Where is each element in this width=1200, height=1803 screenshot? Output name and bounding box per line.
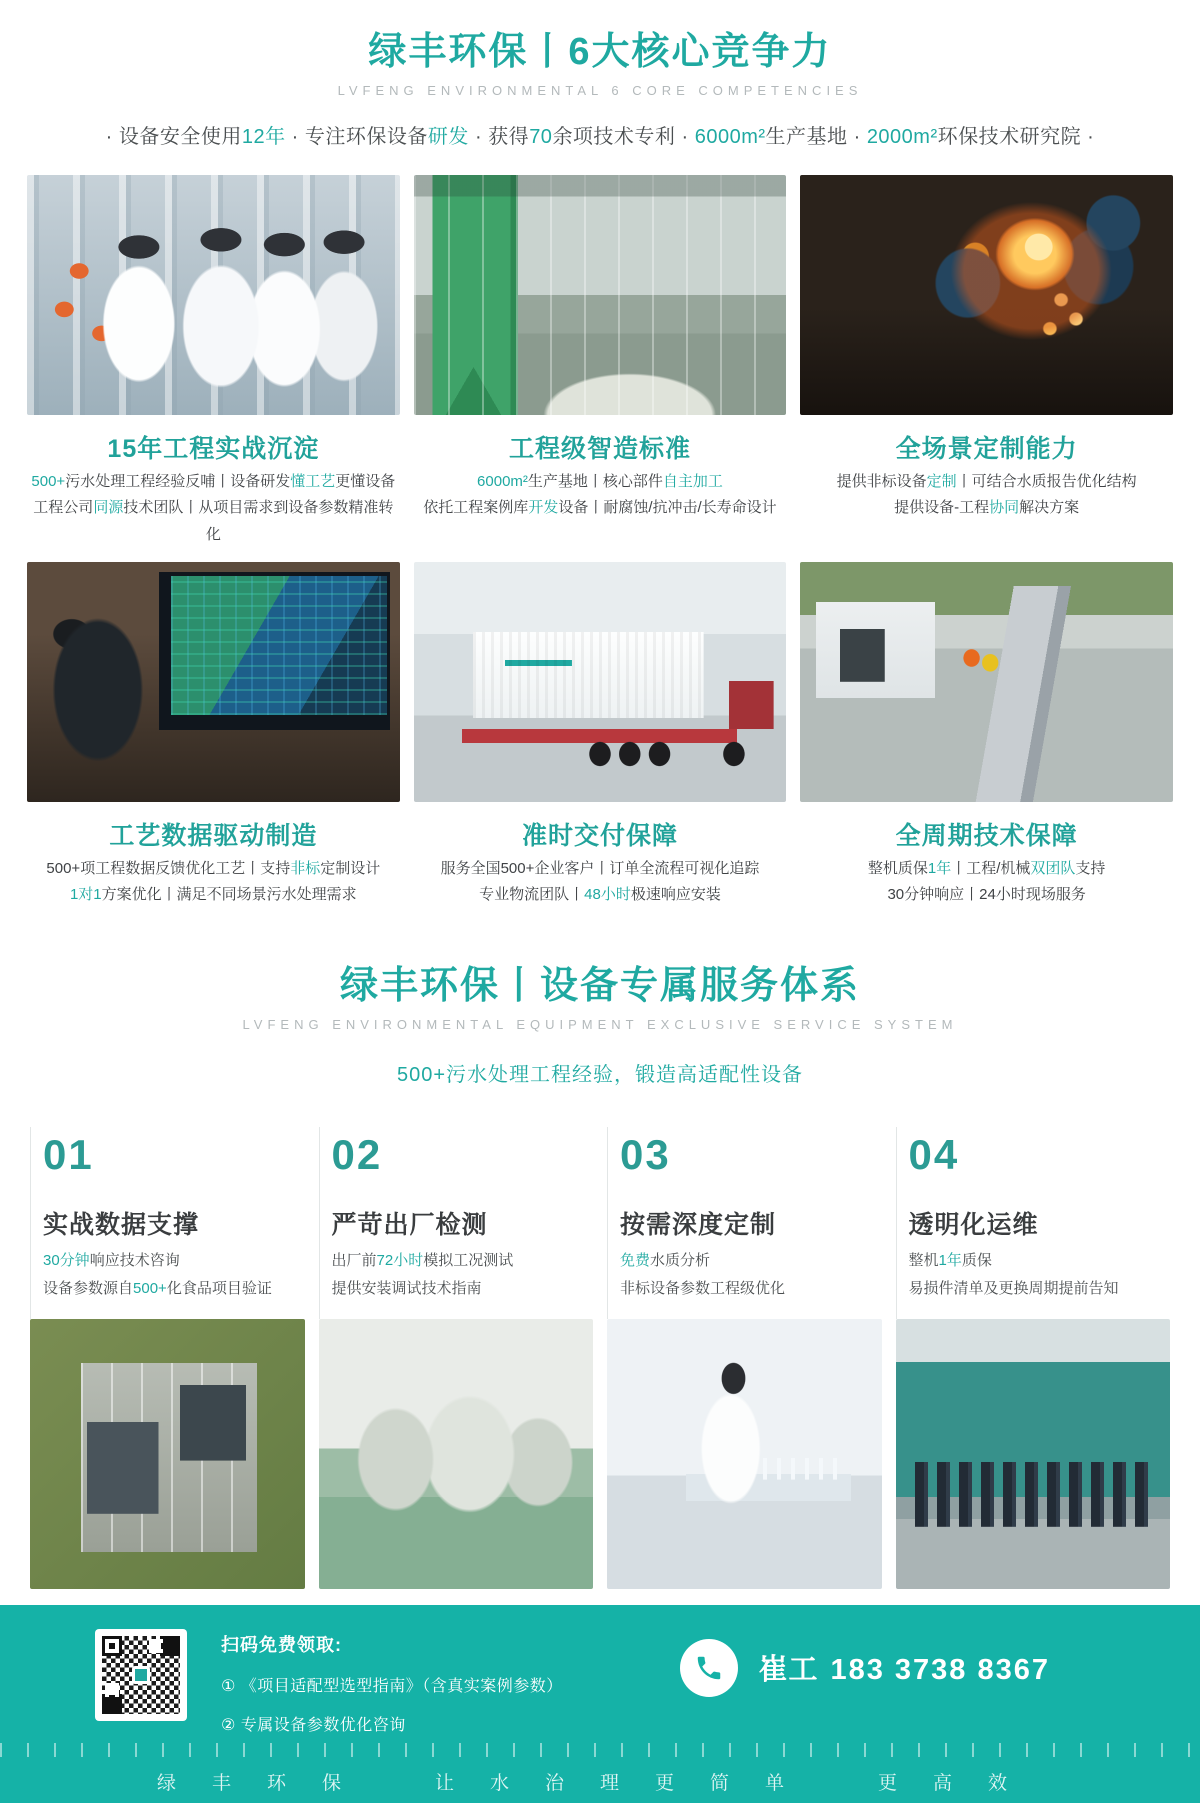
slogan-part: 更高效 — [878, 1772, 1044, 1794]
card-line: 专业物流团队丨48小时极速响应安装 — [479, 886, 721, 903]
step-head — [607, 1127, 882, 1319]
ruler-divider — [0, 1743, 1200, 1757]
step-number: 03 — [620, 1131, 671, 1179]
qr-offer-title: 扫码免费领取: — [221, 1634, 342, 1655]
service-title: 绿丰环保丨设备专属服务体系 — [339, 965, 860, 1008]
card-title: 工程级智造标准 — [508, 435, 691, 463]
phone-icon — [680, 1639, 738, 1697]
phone-number: 183 3738 8367 — [830, 1654, 1050, 1687]
competency-card — [800, 175, 1173, 548]
competency-card — [27, 175, 400, 548]
step-title: 严苛出厂检测 — [331, 1211, 488, 1240]
photo-factory-green-silo — [414, 175, 787, 415]
service-step — [607, 1127, 882, 1589]
qr-code — [95, 1629, 187, 1721]
footer-main-row — [0, 1605, 1200, 1735]
step-number: 01 — [43, 1131, 94, 1179]
service-subtitle: LVFENG ENVIRONMENTAL EQUIPMENT EXCLUSIVE SERVICE SYSTEM — [242, 1017, 958, 1033]
competency-card — [414, 175, 787, 548]
card-title: 15年工程实战沉淀 — [107, 435, 320, 463]
card-title: 工艺数据驱动制造 — [109, 821, 318, 850]
card-line: 6000m²生产基地丨核心部件自主加工 — [477, 473, 723, 490]
card-title: 准时交付保障 — [521, 821, 678, 850]
step-head — [319, 1127, 594, 1319]
step-number: 04 — [908, 1131, 960, 1179]
photo-aerial-treatment-plant — [30, 1319, 305, 1589]
step-line: 30分钟响应技术咨询 — [43, 1252, 180, 1270]
competency-card — [414, 562, 787, 909]
contact-footer — [0, 1605, 1200, 1803]
card-title: 全周期技术保障 — [895, 821, 1078, 850]
service-tagline: 500+污水处理工程经验，锻造高适配性设备 — [396, 1064, 804, 1087]
service-step — [319, 1127, 594, 1589]
photo-team-group-photo — [896, 1319, 1171, 1589]
photo-lab-team-inspection — [27, 175, 400, 415]
qr-center-logo — [132, 1666, 150, 1684]
photo-outdoor-conveyor-equipment — [800, 562, 1173, 802]
card-line: 1对1方案优化丨满足不同场景污水处理需求 — [69, 886, 357, 903]
step-line: 免费水质分析 — [620, 1252, 711, 1270]
photo-container-truck-delivery — [414, 562, 787, 802]
card-line: 工程公司同源技术团队丨从项目需求到设备参数精准转化 — [33, 499, 394, 543]
step-title: 按需深度定制 — [620, 1211, 777, 1240]
page-title: 绿丰环保丨6大核心竞争力 — [368, 31, 832, 73]
card-line: 整机质保1年丨工程/机械双团队支持 — [867, 859, 1106, 877]
step-line: 易损件清单及更换周期提前告知 — [908, 1280, 1119, 1297]
step-title: 实战数据支撑 — [43, 1211, 200, 1240]
step-line: 设备参数源自500+化食品项目验证 — [43, 1280, 272, 1297]
photo-lab-technician-analysis — [607, 1319, 882, 1589]
step-title: 透明化运维 — [908, 1211, 1039, 1240]
card-line: 服务全国500+企业客户丨订单全流程可视化追踪 — [440, 859, 760, 877]
footer-slogan — [0, 1768, 1200, 1795]
card-line: 30分钟响应丨24小时现场服务 — [887, 886, 1086, 903]
step-head — [30, 1127, 305, 1319]
step-head — [896, 1127, 1171, 1319]
contact-name: 崔工 — [758, 1654, 819, 1687]
footer-offer-text — [221, 1629, 563, 1735]
service-step — [896, 1127, 1171, 1589]
qr-offer-item: ② 专属设备参数优化咨询 — [221, 1716, 406, 1734]
competency-card — [27, 562, 400, 909]
step-line: 出厂前72小时模拟工况测试 — [331, 1252, 514, 1270]
photo-welding-workers — [800, 175, 1173, 415]
card-line: 提供非标设备定制丨可结合水质报告优化结构 — [836, 473, 1137, 490]
card-line: 500+污水处理工程经验反哺丨设备研发懂工艺更懂设备 — [31, 473, 396, 490]
competency-card — [800, 562, 1173, 909]
step-line: 非标设备参数工程级优化 — [620, 1280, 786, 1297]
slogan-part: 让水治理更简单 — [434, 1772, 820, 1794]
card-line: 依托工程案例库开发设备丨耐腐蚀/抗冲击/长寿命设计 — [423, 499, 777, 517]
step-number: 02 — [331, 1131, 383, 1179]
slogan-part: 绿丰环保 — [156, 1772, 377, 1794]
qr-offer-item: ① 《项目适配型选型指南》（含真实案例参数） — [221, 1677, 563, 1695]
competency-grid — [27, 175, 1173, 908]
contact-line — [758, 1647, 1050, 1688]
card-line: 500+项工程数据反馈优化工艺丨支持非标定制设计 — [46, 859, 381, 877]
service-header — [0, 954, 1200, 1087]
card-title: 全场景定制能力 — [895, 435, 1078, 463]
step-line: 整机1年质保 — [908, 1252, 992, 1270]
service-steps-grid — [30, 1127, 1170, 1589]
photo-cad-monitor-review — [27, 562, 400, 802]
stats-line: · 设备安全使用12年 · 专注环保设备研发 · 获得70余项技术专利 · 6000m²生产基地 · 2000m²环保技术研究院 · — [105, 126, 1095, 148]
competencies-header — [0, 20, 1200, 149]
page-subtitle: LVFENG ENVIRONMENTAL 6 CORE COMPETENCIES — [337, 83, 863, 98]
photo-wrapped-machinery-workshop — [319, 1319, 594, 1589]
card-line: 提供设备-工程协同解决方案 — [894, 499, 1080, 517]
service-step — [30, 1127, 305, 1589]
footer-contact — [680, 1629, 1050, 1697]
step-line: 提供安装调试技术指南 — [331, 1280, 482, 1297]
